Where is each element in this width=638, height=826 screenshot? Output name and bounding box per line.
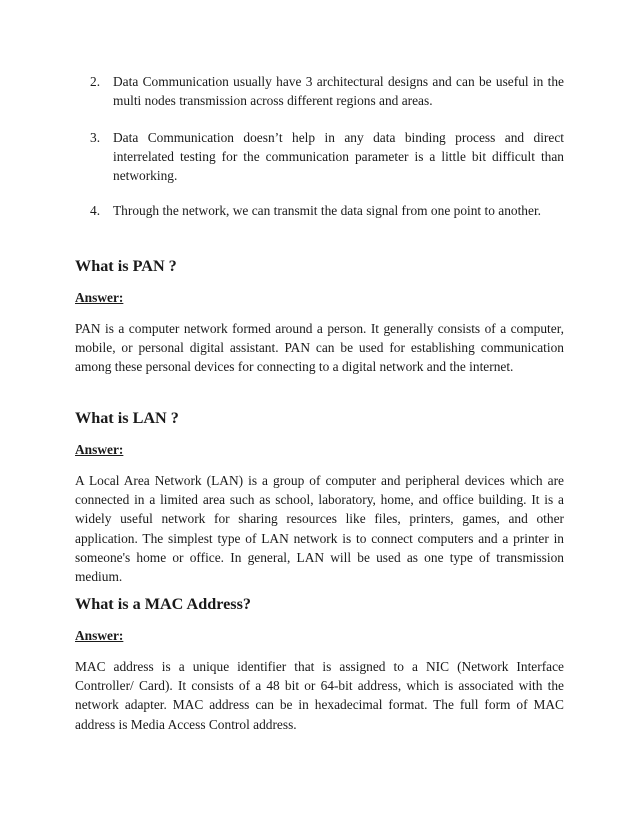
- section-pan: [75, 256, 564, 390]
- list-item-text: Through the network, we can transmit the data signal from one point to another.: [113, 203, 542, 218]
- list-item-text: Data Communication doesn’t help in any data binding process and direct interrelated testing for the communication parameter is a little bit difficult than networking.: [113, 130, 564, 183]
- answer-paragraph: A Local Area Network (LAN) is a group of computer and peripheral devices which are connected in a limited area such as school, laboratory, home, and office building. It is a widely useful network for sharing resources like files, printers, games, and other application. The simplest type of LAN network is to connect computers and a printer in someone's home or office. In general, LAN will be used as one type of transmission medium.: [75, 473, 564, 585]
- section-heading: What is PAN ?: [75, 257, 177, 275]
- answer-label: Answer:: [75, 628, 124, 643]
- section-lan: [75, 408, 564, 600]
- list-item: [90, 128, 564, 185]
- list-item: [90, 201, 564, 220]
- answer-paragraph: PAN is a computer network formed around a person. It generally consists of a computer, mobile, or personal digital assistant. PAN can be used for establishing communication among these personal devices for connecting to a digital network and the internet.: [75, 321, 564, 375]
- list-item-text: Data Communication usually have 3 architectural designs and can be useful in the multi nodes transmission across different regions and areas.: [113, 74, 564, 108]
- answer-label: Answer:: [75, 442, 124, 457]
- numbered-list: [90, 72, 564, 220]
- list-item: [90, 72, 564, 110]
- section-heading: What is LAN ?: [75, 409, 179, 427]
- answer-label: Answer:: [75, 290, 124, 305]
- section-mac: [75, 594, 564, 747]
- list-item-number: 3.: [90, 130, 101, 145]
- answer-paragraph: MAC address is a unique identifier that is assigned to a NIC (Network Interface Controller/ Card). It consists of a 48 bit or 64-bit address, which is associated with the network adapter. MAC address can be in hexadecimal format. The full form of MAC address is Media Access Control address.: [75, 659, 564, 732]
- section-heading: What is a MAC Address?: [75, 595, 251, 613]
- list-item-number: 2.: [90, 74, 101, 89]
- list-item-number: 4.: [90, 203, 101, 218]
